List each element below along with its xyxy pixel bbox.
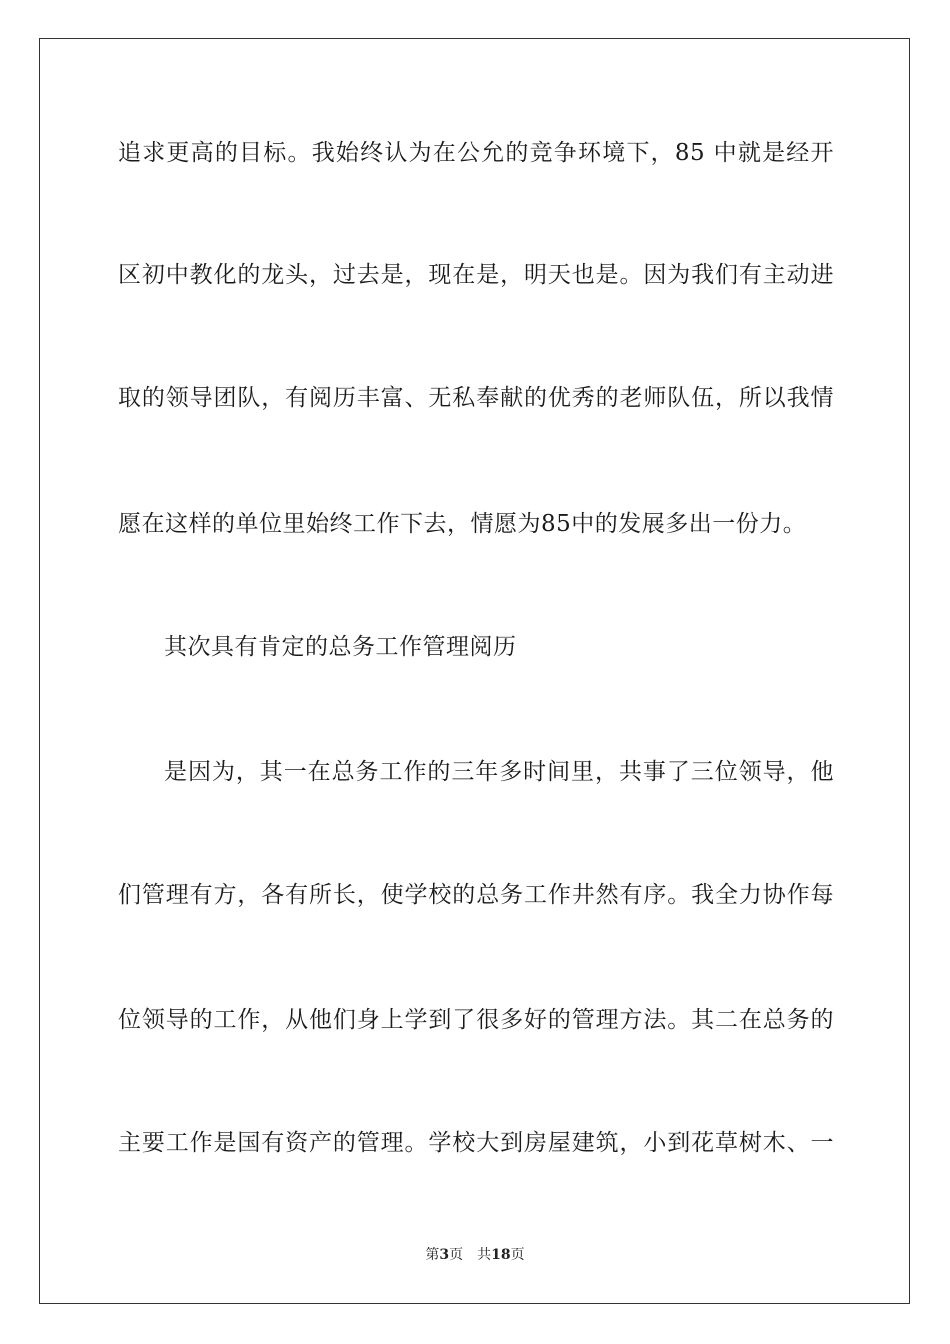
page-suffix: 页	[449, 1247, 464, 1263]
section-heading: 其次具有肯定的总务工作管理阅历	[164, 634, 517, 660]
page-border	[39, 38, 910, 1304]
page-footer	[0, 1246, 950, 1264]
page-number: 3	[439, 1247, 450, 1263]
total-suffix: 页	[510, 1247, 525, 1263]
total-pages: 18	[491, 1247, 511, 1263]
text-line-2: 区初中教化的龙头，过去是，现在是，明天也是。因为我们有主动进	[118, 262, 834, 288]
text-line-1: 追求更高的目标。我始终认为在公允的竞争环境下，85 中就是经开	[118, 140, 834, 166]
text-line-7: 们管理有方，各有所长，使学校的总务工作井然有序。我全力协作每	[118, 882, 834, 908]
total-prefix: 共	[477, 1247, 492, 1263]
text-line-9: 主要工作是国有资产的管理。学校大到房屋建筑，小到花草树木、一	[118, 1130, 834, 1156]
text-line-6: 是因为，其一在总务工作的三年多时间里，共事了三位领导，他	[164, 759, 834, 785]
text-line-8: 位领导的工作，从他们身上学到了很多好的管理方法。其二在总务的	[118, 1007, 834, 1033]
page-prefix: 第	[425, 1247, 440, 1263]
text-line-4: 愿在这样的单位里始终工作下去，情愿为85中的发展多出一份力。	[118, 511, 807, 537]
text-line-3: 取的领导团队，有阅历丰富、无私奉献的优秀的老师队伍，所以我情	[118, 385, 834, 411]
